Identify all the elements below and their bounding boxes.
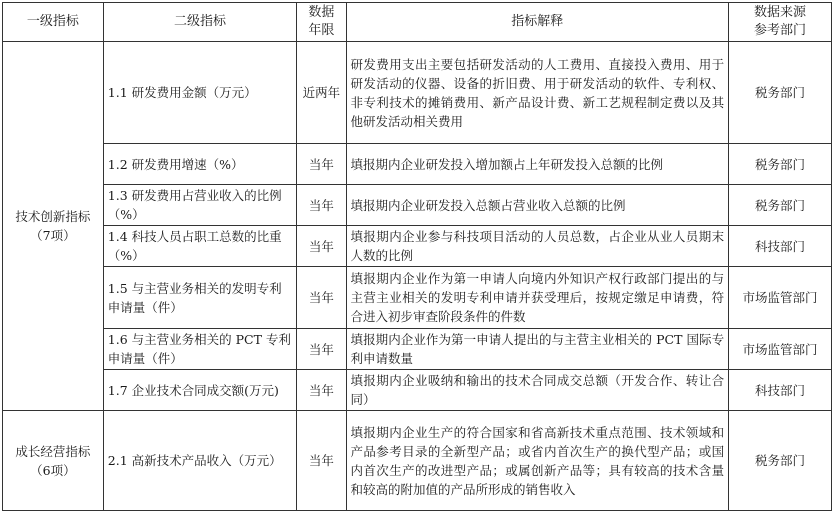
indicator-source: 税务部门	[729, 42, 832, 144]
indicator-source: 市场监管部门	[729, 267, 832, 329]
indicator-name: 1.7 企业技术合同成交额(万元)	[103, 370, 296, 411]
table-row	[3, 411, 832, 511]
indicator-source: 税务部门	[729, 185, 832, 226]
indicator-description: 填报期内企业研发投入增加额占上年研发投入总额的比例	[346, 144, 729, 185]
indicator-description: 填报期内企业参与科技项目活动的人员总数，占企业从业人员期末人数的比例	[346, 226, 729, 267]
table-row	[3, 42, 832, 144]
header-level1: 一级指标	[3, 3, 104, 42]
table-row	[3, 370, 832, 411]
header-source: 数据来源 参考部门	[729, 3, 832, 42]
header-level2: 二级指标	[103, 3, 296, 42]
table-row	[3, 185, 832, 226]
indicator-period: 当年	[297, 370, 346, 411]
indicator-period: 当年	[297, 226, 346, 267]
indicator-name: 1.1 研发费用金额（万元）	[103, 42, 296, 144]
group-name: 技术创新指标 （7项）	[3, 42, 104, 411]
indicator-source: 市场监管部门	[729, 329, 832, 370]
indicator-description: 填报期内企业作为第一申请人向境内外知识产权行政部门提出的与主营主业相关的发明专利申请并获受理后，按规定缴足申请费，符合进入初步审查阶段条件的件数	[346, 267, 729, 329]
indicator-name: 1.2 研发费用增速（%）	[103, 144, 296, 185]
indicator-period: 近两年	[297, 42, 346, 144]
indicator-description: 填报期内企业作为第一申请人提出的与主营主业相关的 PCT 国际专利申请数量	[346, 329, 729, 370]
indicator-period: 当年	[297, 267, 346, 329]
table-row	[3, 144, 832, 185]
indicator-source: 科技部门	[729, 370, 832, 411]
header-period: 数据 年限	[297, 3, 346, 42]
indicator-source: 税务部门	[729, 411, 832, 511]
indicator-period: 当年	[297, 185, 346, 226]
indicator-period: 当年	[297, 329, 346, 370]
indicator-table-wrapper	[2, 2, 832, 511]
table-header-row	[3, 3, 832, 42]
indicator-period: 当年	[297, 411, 346, 511]
indicator-description: 填报期内企业吸纳和输出的技术合同成交总额（开发合作、转让合同）	[346, 370, 729, 411]
group-name: 成长经营指标 （6项）	[3, 411, 104, 511]
indicator-name: 1.5 与主营业务相关的发明专利申请量（件）	[103, 267, 296, 329]
indicator-source: 科技部门	[729, 226, 832, 267]
indicator-period: 当年	[297, 144, 346, 185]
indicator-description: 填报期内企业生产的符合国家和省高新技术重点范围、技术领域和产品参考目录的全新型产品；或省内首次生产的换代型产品；或国内首次生产的改进型产品；或属创新产品等；具有较高的技术含量和较高的附加值的产品所形成的销售收入	[346, 411, 729, 511]
table-row	[3, 329, 832, 370]
indicator-description: 研发费用支出主要包括研发活动的人工费用、直接投入费用、用于研发活动的仪器、设备的折旧费、用于研发活动的软件、专利权、非专利技术的摊销费用、新产品设计费、新工艺规程制定费以及其他研发活动相关费用	[346, 42, 729, 144]
indicator-name: 2.1 高新技术产品收入（万元）	[103, 411, 296, 511]
indicator-name: 1.3 研发费用占营业收入的比例（%）	[103, 185, 296, 226]
indicator-name: 1.4 科技人员占职工总数的比重（%）	[103, 226, 296, 267]
indicator-name: 1.6 与主营业务相关的 PCT 专利申请量（件）	[103, 329, 296, 370]
table-row	[3, 267, 832, 329]
header-explanation: 指标解释	[346, 3, 729, 42]
indicator-table	[2, 2, 832, 511]
indicator-description: 填报期内企业研发投入总额占营业收入总额的比例	[346, 185, 729, 226]
indicator-source: 税务部门	[729, 144, 832, 185]
table-row	[3, 226, 832, 267]
